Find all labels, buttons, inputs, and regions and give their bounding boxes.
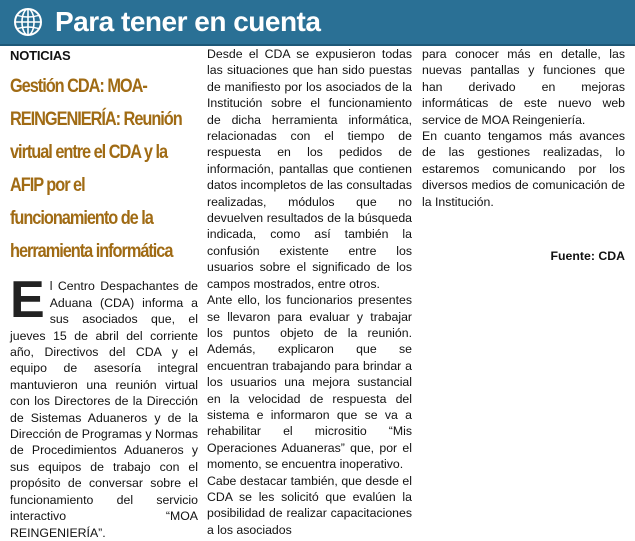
- globe-icon: [13, 7, 43, 37]
- article-headline: Gestión CDA: MOA-REINGENIERÍA: Reunión virtual entre el CDA y la AFIP por el funcionamiento de la herramienta informática: [10, 76, 182, 263]
- drop-cap: E: [10, 271, 45, 330]
- article-paragraph-1: [10, 271, 198, 541]
- article-paragraph-4-start: Cabe destacar también, que desde el CDA se les solicitó que evalúen la posibilidad de realizar capacitaciones a los asociados: [207, 473, 412, 537]
- article-paragraph-5: En cuanto tengamos más avances de las gestiones realizadas, lo estaremos comunicando por los diversos medios de comunicación de la Institución.: [422, 129, 625, 209]
- column-1: [10, 46, 198, 541]
- page-header: [0, 0, 635, 46]
- column-2: [207, 46, 412, 538]
- page-title: Para tener en cuenta: [55, 6, 321, 37]
- section-label: NOTICIAS: [10, 48, 71, 63]
- article-paragraph-3: Ante ello, los funcionarios presentes se llevaron para evaluar y trabajar los puntos objeto de la reunión. Además, explicaron que se encuentran trabajando para brindar a los usuarios una mejora sustancial en la velocidad de respuesta del sistema e informaron que se va a rehabilitar el micrositio “Mis Operaciones Aduaneras” que, por el momento, se encuentra inoperativo.: [207, 293, 412, 472]
- paragraph-1-text: l Centro Despachantes de Aduana (CDA) informa a sus asociados que, el jueves 15 de abril del corriente año, Directivos del CDA y el equipo de asesoría integral mantuvieron una reunión virtual con los Directores de la Dirección de Sistemas Aduaneros y de la Dirección de Programas y Normas de Procedimientos Aduaneros y sus equipos de trabajo con el propósito de conversar sobre el funcionamiento del servicio interactivo “MOA REINGENIERÍA”.: [10, 279, 198, 540]
- article-paragraph-2: Desde el CDA se expusieron todas las situaciones que han sido puestas de manifiesto por los asociados de la Institución sobre el funcionamiento de dicha herramienta informática, relacionadas con el tiempo de respuesta en los pedidos de información, pantallas que contienen datos incompletos de las consultadas realizadas, módulos que no devuelven resultados de la búsqueda indicada, como así también la confusión existente entre los usuarios sobre el significado de los campos mostrados, entre otros.: [207, 47, 412, 291]
- column-3: [422, 46, 625, 264]
- article-source: Fuente: CDA: [550, 249, 625, 264]
- article-paragraph-4-end: para conocer más en detalle, las nuevas pantallas y funciones que han derivado en mejoras informáticas de este nuevo web service de MOA Reingeniería.: [422, 47, 625, 127]
